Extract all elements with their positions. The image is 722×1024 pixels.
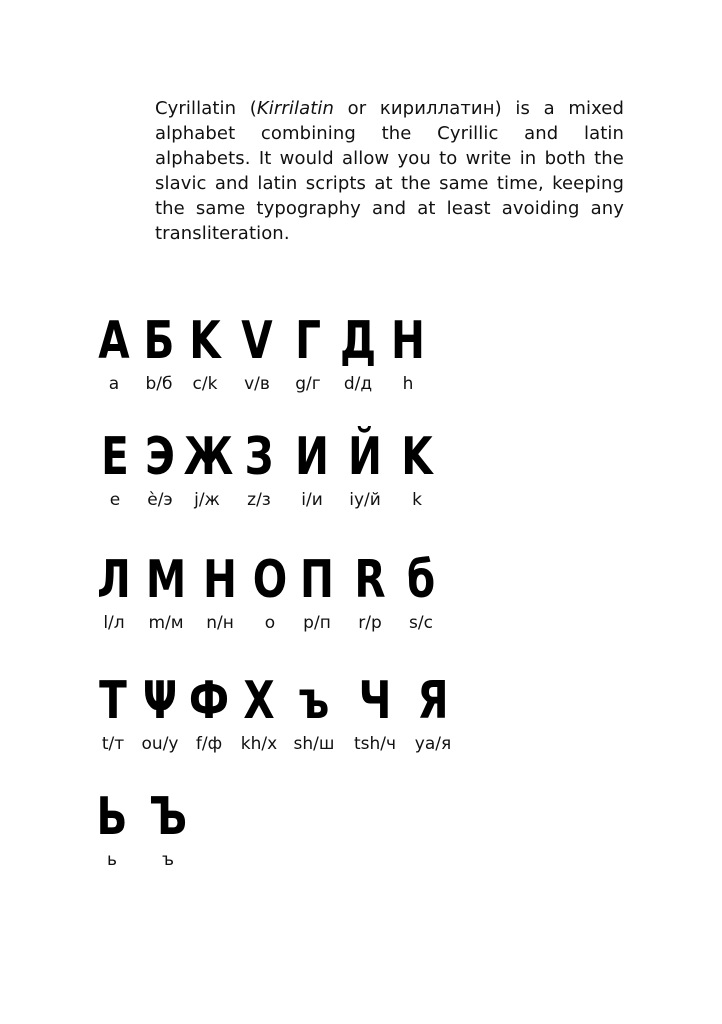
letter-cell — [403, 672, 463, 754]
intro-title-word: Cyrillatin — [155, 98, 237, 119]
letter-transliteration: l/л — [103, 613, 125, 633]
letter-transliteration: z/з — [247, 490, 271, 510]
letter-glyph: Д — [339, 311, 377, 371]
letter-cell — [138, 788, 198, 870]
letter-cell — [229, 428, 289, 510]
letter-transliteration: ou/у — [141, 734, 179, 754]
letter-transliteration: ъ — [161, 850, 174, 870]
letter-transliteration: m/м — [148, 613, 184, 633]
letter-transliteration: e — [109, 490, 121, 510]
letter-transliteration: k — [412, 490, 422, 510]
letter-glyph: ъ — [298, 671, 330, 731]
letter-glyph: б — [406, 550, 436, 610]
letter-cell — [84, 551, 144, 633]
letter-transliteration: r/р — [358, 613, 382, 633]
letter-cell — [82, 788, 142, 870]
intro-open-paren: ( — [236, 98, 257, 119]
letter-transliteration: iy/й — [349, 490, 381, 510]
letter-glyph: Ψ — [142, 671, 178, 731]
letter-cell — [391, 551, 451, 633]
letter-transliteration: è/э — [147, 490, 173, 510]
letter-glyph: V — [241, 311, 273, 371]
letter-transliteration: g/г — [295, 374, 321, 394]
letter-glyph: X — [243, 671, 275, 731]
letter-glyph: H — [391, 311, 425, 371]
letter-glyph: E — [101, 427, 129, 487]
letter-glyph: Н — [203, 550, 237, 610]
letter-glyph: И — [295, 427, 329, 487]
letter-glyph: Ъ — [148, 787, 188, 847]
letter-glyph: K — [401, 427, 433, 487]
letter-transliteration: d/д — [343, 374, 373, 394]
letter-glyph: Й — [348, 427, 382, 487]
letter-glyph: Ч — [358, 671, 392, 731]
letter-glyph: Э — [145, 427, 175, 487]
letter-glyph: Б — [143, 311, 175, 371]
letter-glyph: A — [98, 311, 130, 371]
letter-cell — [378, 312, 438, 394]
intro-rest: ) is a mixed alphabet combining the Cyrillic and latin alphabets. It would allow you to write in both the slavic and latin scripts at the same time, keeping the same typography and at least avoiding any transliteration. — [155, 98, 624, 244]
letter-cell — [345, 672, 405, 754]
letter-glyph: Ь — [96, 787, 128, 847]
letter-transliteration: ь — [106, 850, 118, 870]
letter-cell — [387, 428, 447, 510]
letter-cell — [229, 672, 289, 754]
letter-cell — [175, 312, 235, 394]
letter-transliteration: b/б — [145, 374, 173, 394]
letter-transliteration: p/п — [303, 613, 331, 633]
letter-glyph: Л — [97, 550, 131, 610]
intro-italic-name: Kirrilatin — [256, 98, 334, 119]
letter-glyph: T — [99, 671, 127, 731]
letter-transliteration: sh/ш — [293, 734, 335, 754]
letter-transliteration: kh/х — [240, 734, 278, 754]
letter-glyph: Г — [295, 311, 321, 371]
letter-transliteration: i/и — [301, 490, 323, 510]
letter-transliteration: h — [402, 374, 414, 394]
letter-transliteration: n/н — [206, 613, 234, 633]
letter-cell — [335, 428, 395, 510]
letter-transliteration: o — [264, 613, 276, 633]
letter-cell — [282, 428, 342, 510]
letter-transliteration: tsh/ч — [353, 734, 397, 754]
letter-transliteration: t/т — [101, 734, 125, 754]
letter-transliteration: v/в — [244, 374, 270, 394]
letter-glyph: K — [189, 311, 221, 371]
intro-or-word: or — [334, 98, 380, 119]
letter-cell — [284, 672, 344, 754]
intro-cyrillic-name: кириллатин — [379, 98, 495, 119]
letter-glyph: П — [300, 550, 334, 610]
letter-glyph: O — [252, 550, 288, 610]
letter-cell — [136, 551, 196, 633]
letter-transliteration: s/с — [409, 613, 433, 633]
letter-cell — [287, 551, 347, 633]
letter-transliteration: c/k — [192, 374, 218, 394]
letter-glyph: Ф — [188, 671, 230, 731]
letter-glyph: R — [354, 550, 386, 610]
letter-transliteration: j/ж — [194, 490, 220, 510]
letter-transliteration: a — [108, 374, 120, 394]
letter-glyph: З — [244, 427, 274, 487]
letter-glyph: Ж — [183, 427, 234, 487]
intro-paragraph — [155, 96, 624, 246]
letter-glyph: Я — [417, 671, 449, 731]
letter-cell — [177, 428, 237, 510]
letter-transliteration: f/ф — [195, 734, 223, 754]
letter-transliteration: ya/я — [414, 734, 452, 754]
letter-glyph: M — [145, 550, 187, 610]
